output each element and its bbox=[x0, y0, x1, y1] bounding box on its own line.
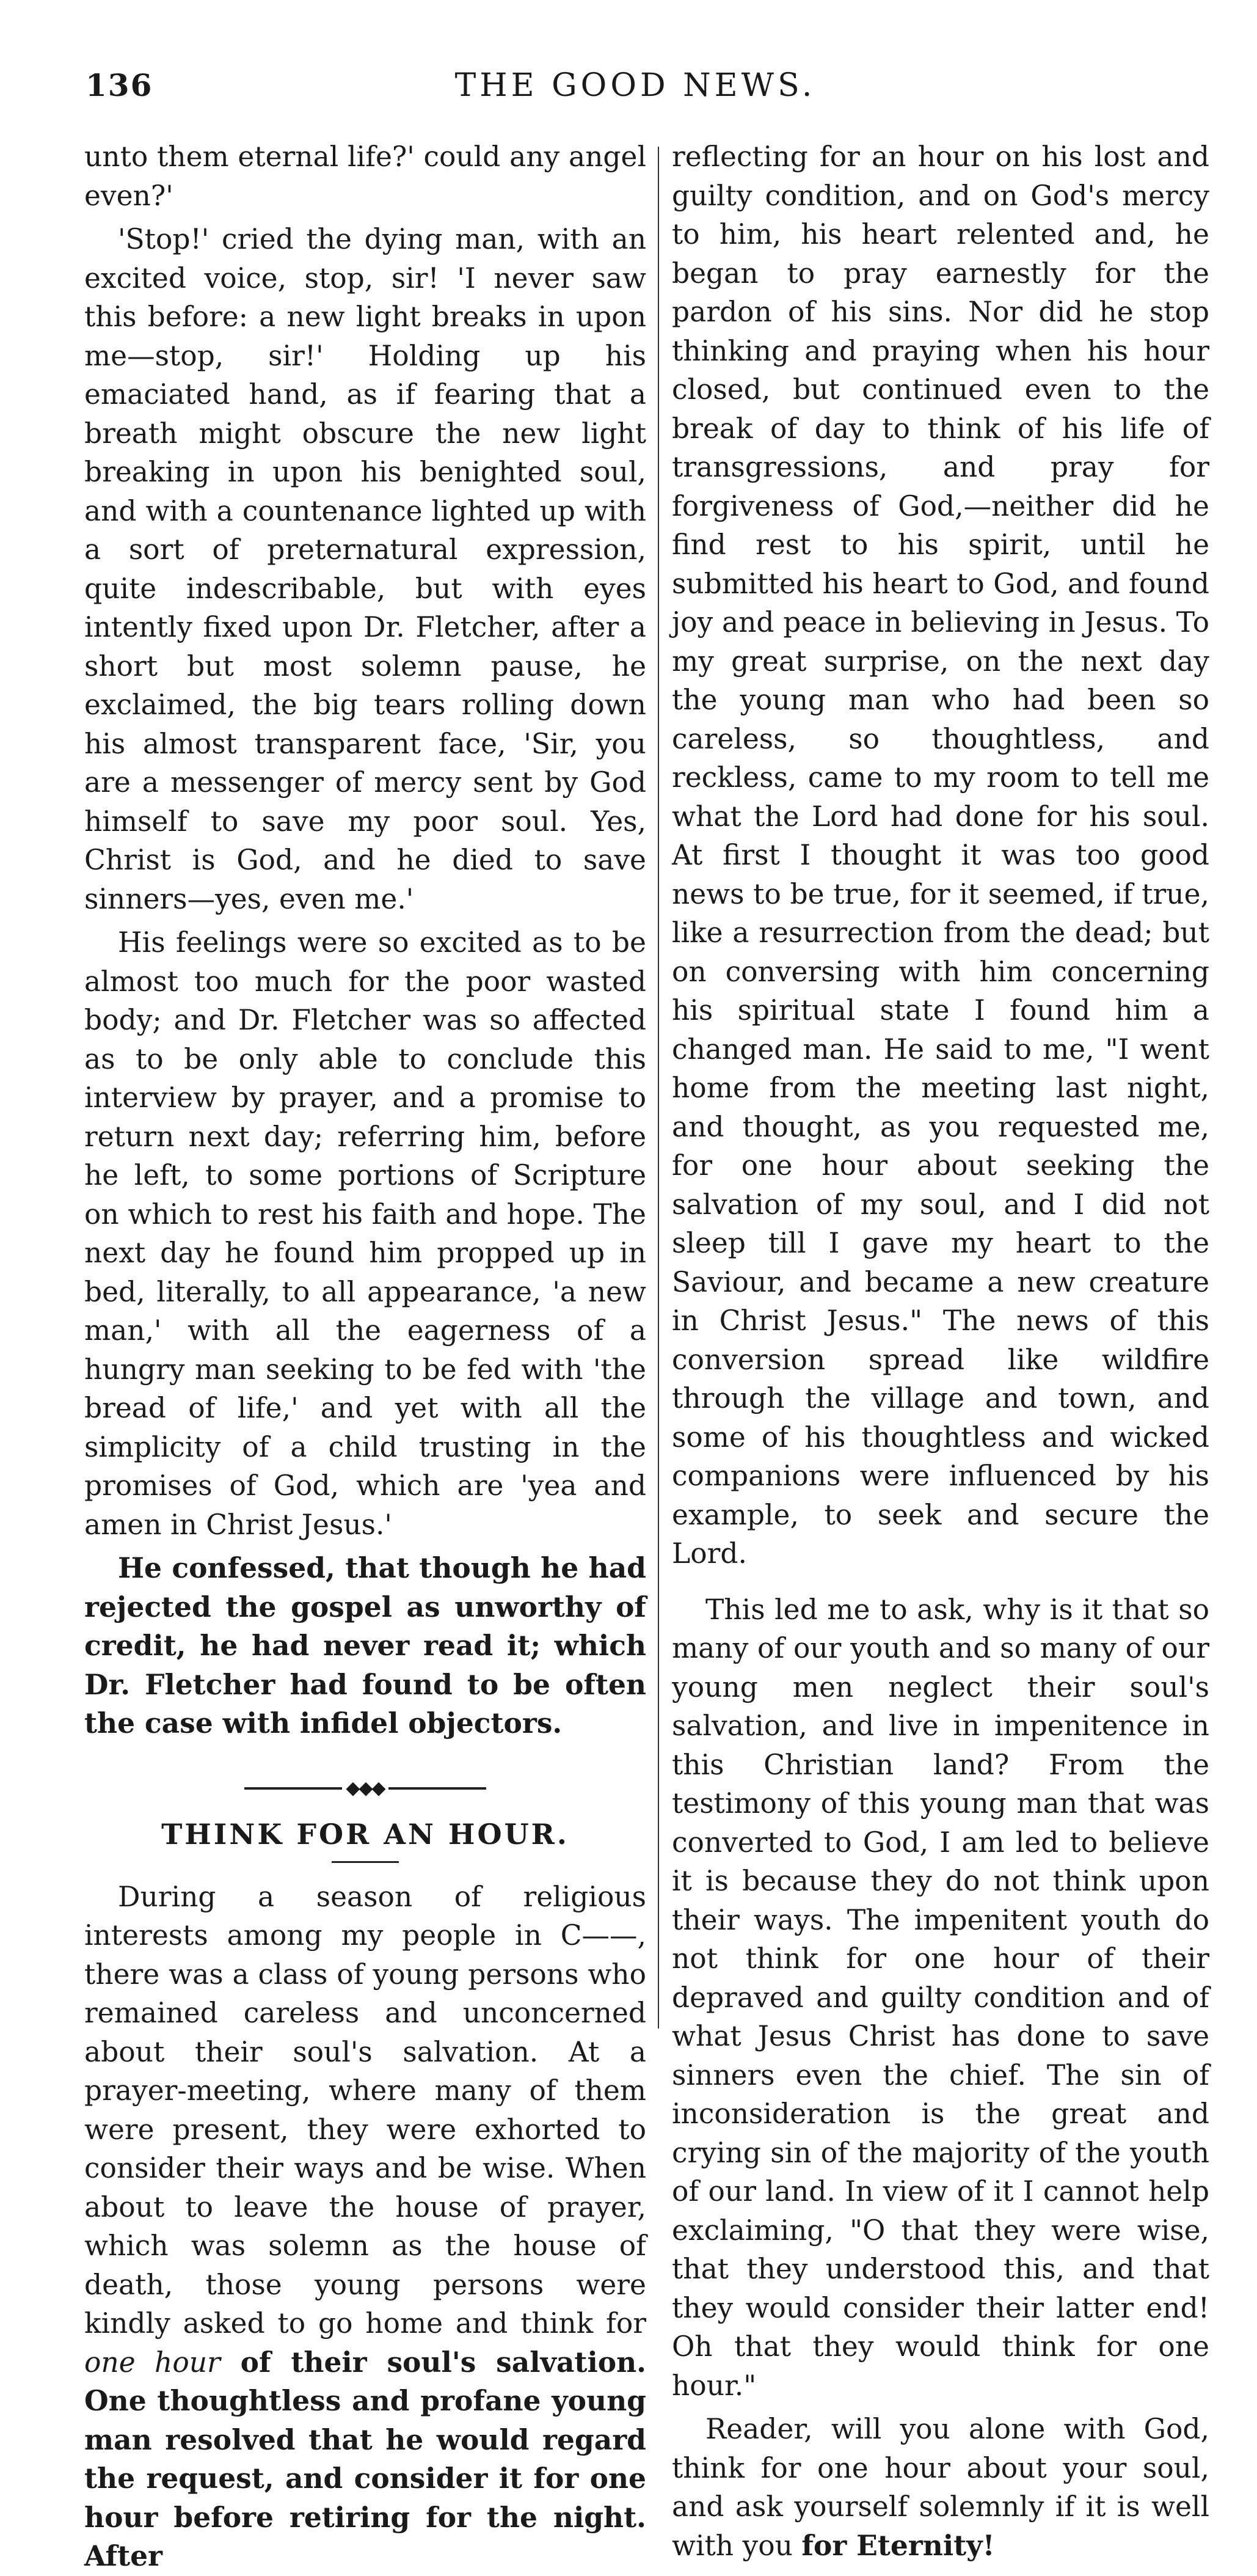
paragraph-4-text-end: of their soul's salvation. One thoughtless and profane young man resolved that he would regard the request, and consider it for one hour before retiring for the night. After bbox=[84, 2345, 646, 2572]
left-column bbox=[84, 137, 646, 2572]
section-divider-ornament bbox=[237, 1779, 494, 1798]
left-paragraph-2: His feelings were so excited as to be almost too much for the poor wasted body; and Dr. Fletcher was so affected as to be only able to conclude this interview by prayer, and a promise to return next day; referring him, before he left, to some portions of Scripture on which to rest his faith and hope. The next day he found him propped up in bed, literally, to all appearance, 'a new man,' with all the eagerness of a hungry man seeking to be fed with 'the bread of life,' and yet with all the simplicity of a child trusting in the promises of God, which are 'yea and amen in Christ Jesus.' bbox=[84, 926, 646, 1541]
paragraph-4-emphasis: one hour bbox=[84, 2346, 220, 2379]
paragraph-spacer bbox=[672, 1573, 1209, 1590]
page-number: 136 bbox=[86, 67, 153, 103]
right-paragraph-2 bbox=[672, 2410, 1209, 2565]
paragraph-closing-text: Reader, will you alone with God, think for one hour about your soul, and ask yourself solemnly if it is well with you bbox=[672, 2413, 1209, 2562]
right-column bbox=[672, 137, 1210, 2562]
section-title: THINK FOR AN HOUR. bbox=[161, 1817, 569, 1851]
title-underline-rule bbox=[332, 1861, 399, 1863]
divider-line-left bbox=[244, 1787, 342, 1790]
page-header bbox=[86, 67, 1185, 122]
column-divider-rule bbox=[658, 147, 659, 2029]
left-paragraph-1: 'Stop!' cried the dying man, with an excited voice, stop, sir! 'I never saw this before: a new light breaks in upon me—stop, sir!' Holding up his emaciated hand, as if fearing that a breath might obscure the new light breaking in upon his benighted soul, and with a countenance lighted up with a sort of preternatural expression, quite indescribable, but with eyes intently fixed upon Dr. Fletcher, after a short but most solemn pause, he exclaimed, the big tears rolling down his almost transparent face, 'Sir, you are a messenger of mercy sent by God himself to save my poor soul. Yes, Christ is God, and he died to save sinners—yes, even me.' bbox=[84, 223, 646, 915]
left-paragraph-4 bbox=[84, 1878, 646, 2576]
paragraph-4-text-start: During a season of religious interests among my people in C——, there was a class of young persons who remained careless and unconcerned about their soul's salvation. At a prayer-meeting, where many of them were present, they were exhorted to consider their ways and be wise. When about to leave the house of prayer, which was solemn as the house of death, those young persons were kindly asked to go home and think for bbox=[84, 1880, 646, 2340]
left-paragraph-0: unto them eternal life?' could any angel even?' bbox=[84, 141, 646, 212]
left-paragraph-3: He confessed, that though he had rejected the gospel as unworthy of credit, he had never read it; which Dr. Fletcher had found to be often the case with infidel objectors. bbox=[84, 1551, 646, 1740]
running-title: THE GOOD NEWS. bbox=[454, 67, 816, 104]
diamond-ornament-icon: ◆◆◆ bbox=[346, 1777, 385, 1799]
right-paragraph-0: reflecting for an hour on his lost and guilty condition, and on God's mercy to him, his heart relented and, he began to pray earnestly for the pardon of his sins. Nor did he stop thinking and praying when his hour closed, but continued even to the break of day to think of his life of transgressions, and pray for forgiveness of God,—neither did he find rest to his spirit, until he submitted his heart to God, and found joy and peace in believing in Jesus. To my great surprise, on the next day the young man who had been so careless, so thoughtless, and reckless, came to my room to tell me what the Lord had done for his soul. At first I thought it was too good news to be true, for it seemed, if true, like a resurrection from the dead; but on conversing with him concerning his spiritual state I found him a changed man. He said to me, "I went home from the meeting last night, and thought, as you requested me, for one hour about seeking the salvation of my soul, and I did not sleep till I gave my heart to the Saviour, and became a new creature in Christ Jesus." The news of this conversion spread like wildfire through the village and town, and some of his thoughtless and wicked companions were influenced by his example, to seek and secure the Lord. bbox=[672, 141, 1210, 1570]
right-paragraph-1: This led me to ask, why is it that so many of our youth and so many of our young men neglect their soul's salvation, and live in impenitence in this Christian land? From the testimony of this young man that was converted to God, I am led to believe it is because they do not think upon their ways. The impenitent youth do not think for one hour of their depraved and guilty condition and of what Jesus Christ has done to save sinners even the chief. The sin of inconsideration is the great and crying sin of the majority of the youth of our land. In view of it I cannot help exclaiming, "O that they were wise, that they understood this, and that they would consider their latter end! Oh that they would think for one hour." bbox=[672, 1593, 1209, 2402]
divider-line-right bbox=[388, 1787, 486, 1790]
paragraph-closing-bold: for Eternity! bbox=[801, 2528, 995, 2562]
